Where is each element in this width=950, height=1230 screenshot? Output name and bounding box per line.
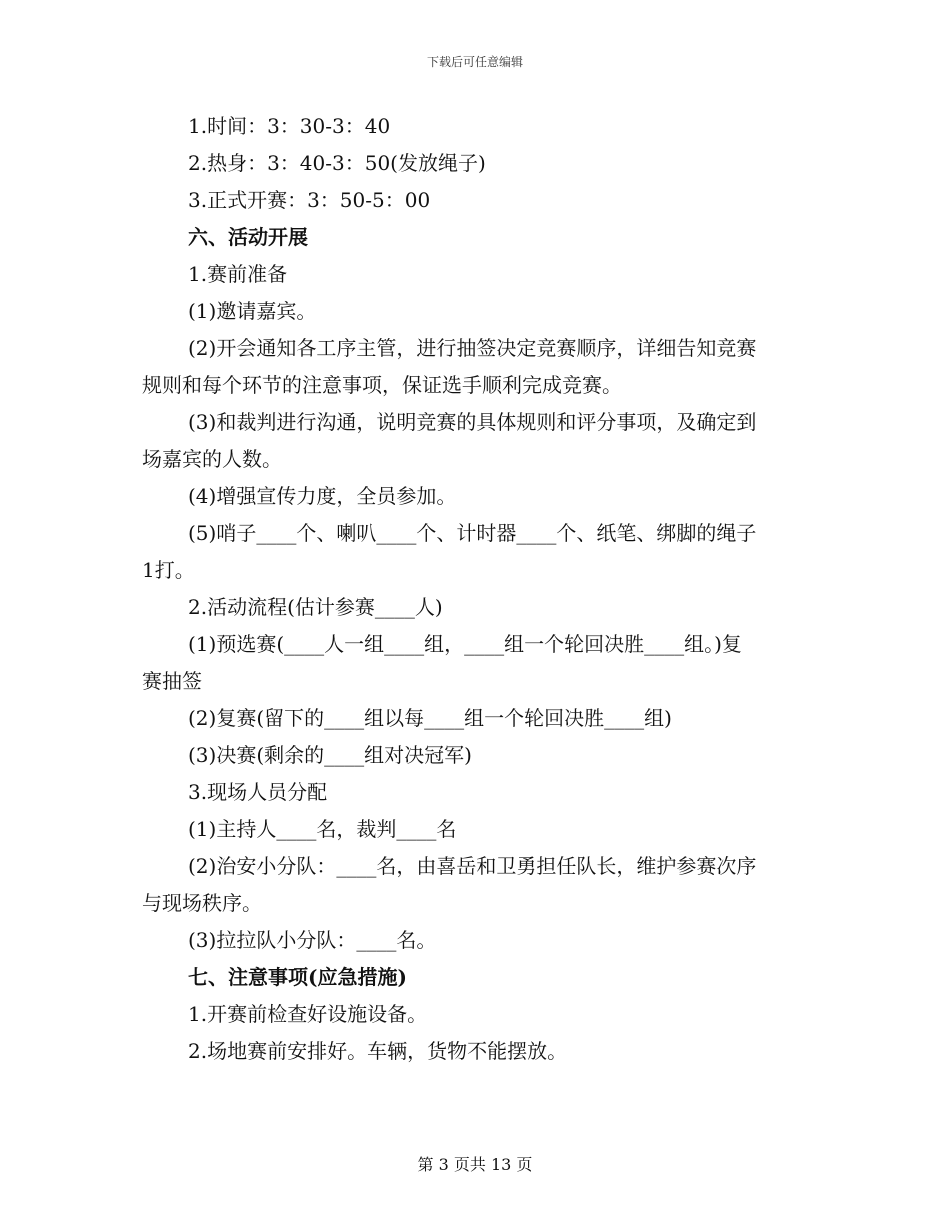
text-line: (4)增强宣传力度，全员参加。	[188, 484, 457, 508]
page-footer: 第 3 页共 13 页	[417, 1155, 533, 1174]
text-line: 赛抽签	[142, 669, 202, 693]
text-line: 1.开赛前检查好设施设备。	[188, 1002, 428, 1026]
text-line: (1)邀请嘉宾。	[188, 299, 317, 323]
text-line: 3.正式开赛：3：50-5：00	[188, 188, 431, 212]
text-line: (1)预选赛(____人一组____组，____组一个轮回决胜____组。)复	[188, 632, 742, 656]
text-line: (5)哨子____个、喇叭____个、计时器____个、纸笔、绑脚的绳子	[188, 521, 757, 545]
section-heading: 六、活动开展	[188, 225, 308, 249]
text-line: 2.活动流程(估计参赛____人)	[188, 595, 443, 619]
page-header: 下载后可任意编辑	[426, 55, 523, 69]
text-line: (2)复赛(留下的____组以每____组一个轮回决胜____组)	[188, 706, 672, 730]
text-line: 1.时间：3：30-3：40	[188, 114, 391, 138]
text-line: (3)和裁判进行沟通，说明竞赛的具体规则和评分事项，及确定到	[188, 410, 757, 434]
text-line: (1)主持人____名，裁判____名	[188, 817, 457, 841]
text-line: 2.场地赛前安排好。车辆，货物不能摆放。	[188, 1039, 568, 1063]
text-line: 1.赛前准备	[188, 262, 288, 286]
text-line: (2)开会通知各工序主管，进行抽签决定竞赛顺序，详细告知竞赛	[188, 336, 757, 360]
text-line: (3)决赛(剩余的____组对决冠军)	[188, 743, 472, 767]
section-heading: 七、注意事项(应急措施)	[188, 965, 407, 989]
text-line: (3)拉拉队小分队：____名。	[188, 928, 437, 952]
text-line: 场嘉宾的人数。	[142, 447, 282, 471]
document-body	[142, 108, 812, 1070]
text-line: 与现场秩序。	[142, 891, 262, 915]
text-line: (2)治安小分队：____名，由喜岳和卫勇担任队长，维护参赛次序	[188, 854, 757, 878]
text-line: 1打。	[142, 558, 195, 582]
text-line: 3.现场人员分配	[188, 780, 328, 804]
text-line: 2.热身：3：40-3：50(发放绳子)	[188, 151, 486, 175]
text-line: 规则和每个环节的注意事项，保证选手顺利完成竞赛。	[142, 373, 622, 397]
